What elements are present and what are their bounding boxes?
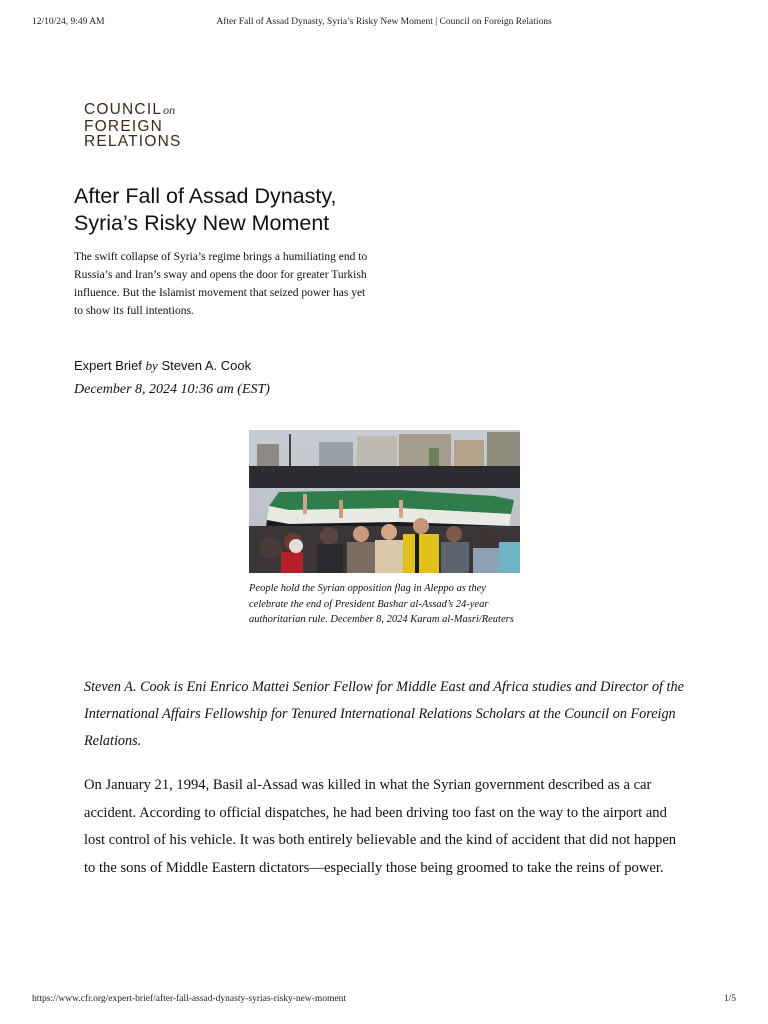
author-note: Steven A. Cook is Eni Enrico Mattei Senior Fellow for Middle East and Africa studies and Director of the International Affairs Fellowship for Tenured International Relations Scholars at the Council on Foreign Relations. — [84, 679, 684, 749]
content-type[interactable]: Expert Brief — [74, 358, 142, 373]
logo-line-council: COUNCILon — [84, 101, 176, 118]
article-dek: The swift collapse of Syria’s regime brings a humiliating end to Russia’s and Iran’s sway and opens the door for greater Turkish influence. But the Islamist movement that seized power has yet to show its full intentions. — [74, 251, 368, 317]
article-photo — [249, 430, 520, 573]
print-url: https://www.cfr.org/expert-brief/after-fall-assad-dynasty-syrias-risky-new-moment — [32, 994, 347, 1004]
byline — [74, 357, 251, 375]
article-title: After Fall of Assad Dynasty, Syria’s Risky New Moment — [74, 184, 337, 235]
print-page-title: After Fall of Assad Dynasty, Syria’s Risky New Moment | Council on Foreign Relations — [216, 17, 552, 27]
byline-by: by — [145, 358, 158, 373]
print-footer — [0, 994, 768, 1008]
photo-caption: People hold the Syrian opposition flag in Aleppo as they celebrate the end of President Bashar al-Assad’s 24-year authoritarian rule. December 8, 2024 Karam al-Masri/Reuters — [249, 583, 514, 625]
crowd-with-flag-image — [249, 430, 520, 573]
logo-line-relations: RELATIONS — [84, 133, 182, 150]
logo-line-foreign: FOREIGN — [84, 117, 164, 135]
cfr-logo[interactable] — [84, 102, 182, 150]
publication-date: December 8, 2024 10:36 am (EST) — [74, 382, 270, 397]
print-page-number: 1/5 — [723, 994, 736, 1004]
author-link[interactable]: Steven A. Cook — [161, 358, 252, 373]
print-header — [0, 17, 768, 31]
print-datetime: 12/10/24, 9:49 AM — [32, 17, 105, 27]
body-paragraph: On January 21, 1994, Basil al-Assad was killed in what the Syrian government described as a car accident. According to official dispatches, he had been driving too fast on the way to the airport and lost control of his vehicle. It was both entirely believable and the kind of accident that did not happen to the sons of Middle Eastern dictators—especially those being groomed to take the reins of power. — [84, 777, 677, 876]
